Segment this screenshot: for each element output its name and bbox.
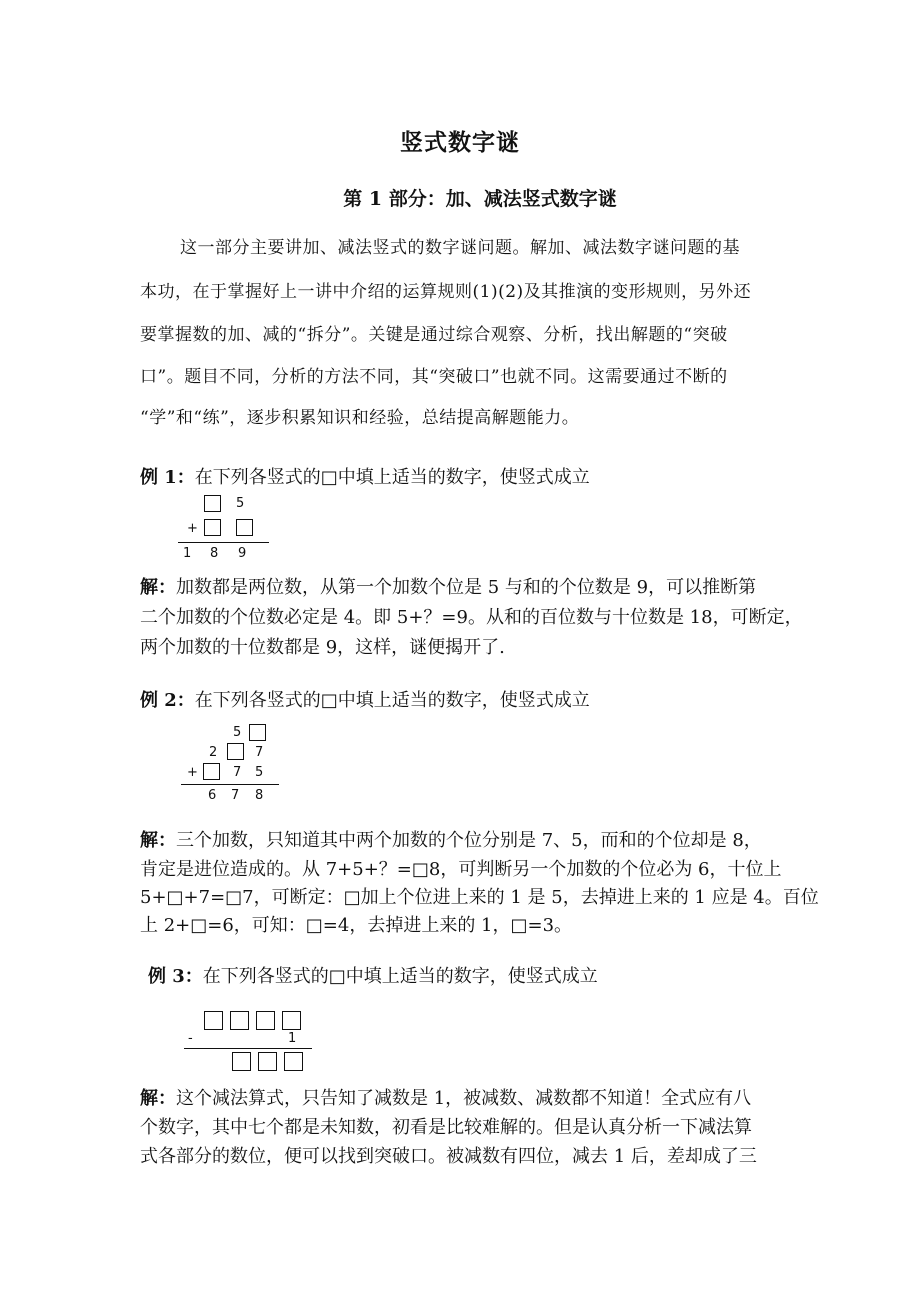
solution-line: 二个加数的个位数必定是 4。即 5+？=9。从和的百位数与十位数是 18，可断定， xyxy=(140,607,803,628)
digit: 1 xyxy=(288,1031,297,1046)
minus-sign: - xyxy=(188,1031,193,1046)
intro-line: 本功，在于掌握好上一讲中介绍的运算规则(1)(2)及其推演的变形规则，另外还 xyxy=(140,282,752,302)
page-title: 竖式数字谜 xyxy=(400,129,520,156)
solution-label: 解： xyxy=(140,577,176,598)
section-subtitle: 第 1 部分：加、减法竖式数字谜 xyxy=(343,188,617,210)
intro-line: 口”。题目不同，分析的方法不同，其“突破口”也就不同。这需要通过不断的 xyxy=(140,367,728,387)
example-3-heading xyxy=(148,962,598,988)
solution-line: 式各部分的数位，便可以找到突破口。被减数有四位，减去 1 后，差却成了三 xyxy=(140,1146,757,1167)
sum-line xyxy=(178,542,269,543)
blank-box xyxy=(284,1052,303,1071)
solution-line: 肯定是进位造成的。从 7+5+？=□8，可判断另一个加数的个位必为 6，十位上 xyxy=(140,859,782,880)
digit: 2 xyxy=(209,745,218,760)
blank-box xyxy=(204,1011,223,1030)
plus-sign: + xyxy=(187,521,198,536)
example-3-label: 例 3： xyxy=(148,966,203,987)
blank-box xyxy=(256,1011,275,1030)
example-2-label: 例 2： xyxy=(140,690,195,711)
blank-box xyxy=(204,519,221,536)
example-1-prompt: 在下列各竖式的□中填上适当的数字，使竖式成立 xyxy=(194,467,590,488)
example-2-puzzle xyxy=(175,720,285,806)
solution-line: 两个加数的十位数都是 9，这样，谜便揭开了. xyxy=(140,637,505,658)
solution-line: 这个减法算式，只告知了减数是 1，被减数、减数都不知道！全式应有八 xyxy=(176,1088,752,1109)
solution-line: 加数都是两位数，从第一个加数个位是 5 与和的个位数是 9，可以推断第 xyxy=(176,577,757,598)
example-1-puzzle xyxy=(170,492,280,567)
solution-label: 解： xyxy=(140,830,176,851)
plus-sign: + xyxy=(187,765,198,780)
blank-box xyxy=(203,763,220,780)
solution-line: 个数字，其中七个都是未知数，初看是比较难解的。但是认真分析一下减法算 xyxy=(140,1117,752,1138)
digit: 5 xyxy=(233,725,242,740)
example-2-heading xyxy=(140,686,590,712)
digit: 7 xyxy=(233,765,242,780)
example-1-heading xyxy=(140,463,590,489)
example-3-solution xyxy=(140,1084,751,1110)
digit: 7 xyxy=(231,788,240,803)
blank-box xyxy=(282,1011,301,1030)
solution-line: 上 2+□=6，可知：□=4，去掉进上来的 1，□=3。 xyxy=(140,915,573,936)
blank-box xyxy=(230,1011,249,1030)
example-3-prompt: 在下列各竖式的□中填上适当的数字，使竖式成立 xyxy=(202,966,598,987)
blank-box xyxy=(227,743,244,760)
digit: 8 xyxy=(255,788,264,803)
digit: 7 xyxy=(255,745,264,760)
blank-box xyxy=(232,1052,251,1071)
solution-label: 解： xyxy=(140,1088,176,1109)
digit: 6 xyxy=(208,788,217,803)
blank-box xyxy=(236,519,253,536)
solution-line: 三个加数，只知道其中两个加数的个位分别是 7、5，而和的个位却是 8， xyxy=(176,830,762,851)
intro-line: 这一部分主要讲加、减法竖式的数字谜问题。解加、减法数字谜问题的基 xyxy=(180,238,740,258)
digit: 5 xyxy=(255,765,264,780)
intro-line: “学”和“练”，逐步积累知识和经验，总结提高解题能力。 xyxy=(140,408,580,428)
example-2-solution xyxy=(140,826,762,852)
sum-line xyxy=(181,784,279,785)
example-1-solution xyxy=(140,573,756,599)
solution-line: 5+□+7=□7，可断定：□加上个位进上来的 1 是 5，去掉进上来的 1 应是 4。百位 xyxy=(140,887,819,908)
digit: 8 xyxy=(210,546,219,561)
digit: 5 xyxy=(236,496,245,511)
example-3-puzzle xyxy=(180,1008,320,1076)
intro-line: 要掌握数的加、减的“拆分”。关键是通过综合观察、分析，找出解题的“突破 xyxy=(140,325,728,345)
digit: 1 xyxy=(183,546,192,561)
difference-line xyxy=(184,1048,312,1049)
example-2-prompt: 在下列各竖式的□中填上适当的数字，使竖式成立 xyxy=(194,690,590,711)
example-1-label: 例 1： xyxy=(140,467,195,488)
blank-box xyxy=(258,1052,277,1071)
blank-box xyxy=(249,724,266,741)
blank-box xyxy=(204,495,221,512)
digit: 9 xyxy=(238,546,247,561)
